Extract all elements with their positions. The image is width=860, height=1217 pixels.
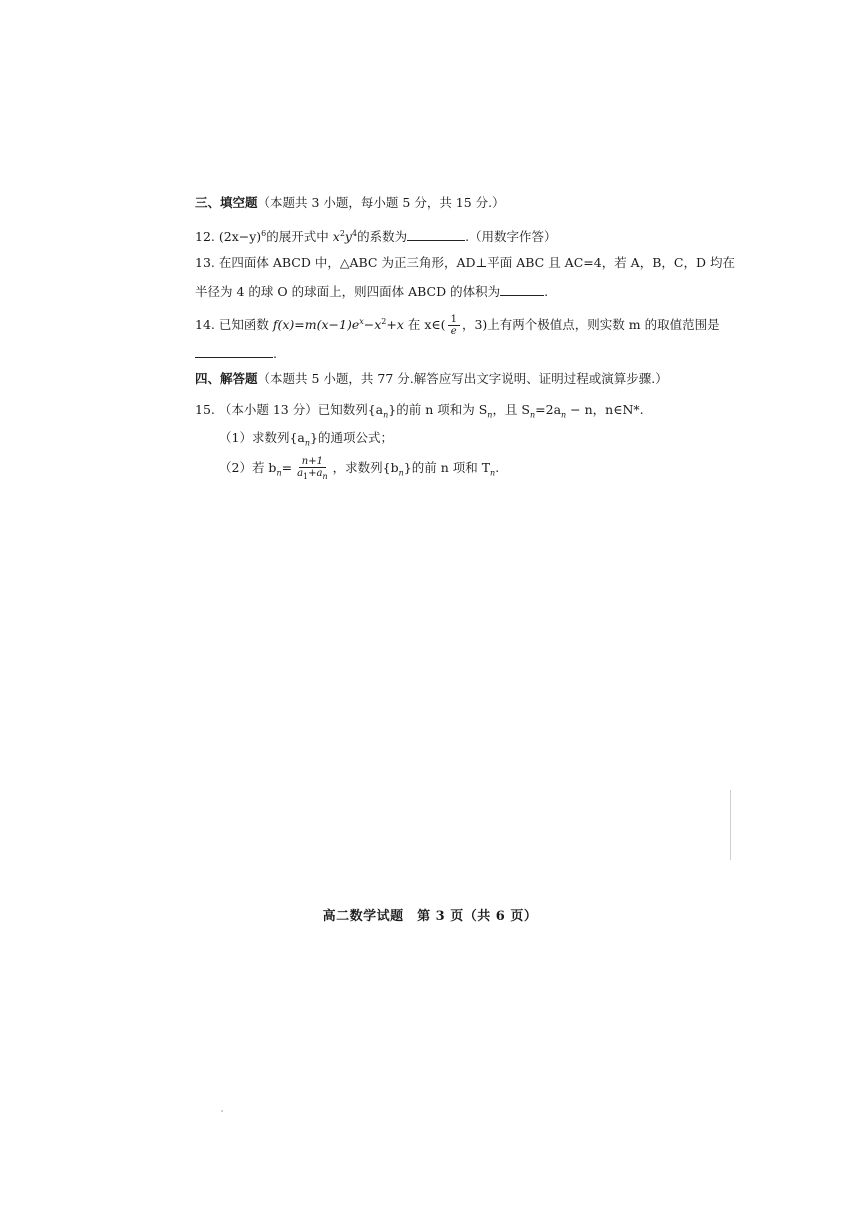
section-4-header — [195, 370, 668, 388]
q15-sub-n-1: n — [383, 410, 389, 420]
question-13-number: 13. — [195, 255, 215, 270]
q12-exponent-6: 6 — [261, 229, 267, 238]
q15-den-a: a — [297, 467, 304, 479]
q15-part2-end: . — [495, 460, 500, 475]
q14-text-b: 在 x∈( — [403, 317, 446, 333]
q14-text-a: 已知函数 — [218, 317, 273, 333]
q15-intro: （本小题 13 分）已知数列{a — [218, 402, 384, 417]
q15-intro-e: − n，n∈N*. — [566, 402, 644, 417]
section-3-note: （本题共 3 小题，每小题 5 分，共 15 分.） — [257, 195, 505, 210]
q15-sub-n-3: n — [530, 410, 536, 420]
q14-fraction — [448, 314, 460, 337]
q12-text-b: 的系数为 — [357, 229, 408, 245]
q15-sub-n-4: n — [561, 410, 567, 420]
answer-blank-13[interactable] — [500, 283, 544, 296]
scan-artifact — [730, 790, 731, 860]
q14-function: f(x)=m(x−1)e — [272, 317, 360, 333]
question-13-line-1 — [195, 254, 735, 272]
question-15-number: 15. — [195, 402, 215, 417]
q12-exponent-2: 2 — [339, 229, 345, 238]
q15-den-sub-n: n — [322, 471, 328, 481]
question-13-line-2 — [195, 283, 548, 301]
q15-part2-text-c: }的前 n 项和 T — [403, 460, 491, 475]
section-3-title: 三、填空题 — [195, 195, 258, 210]
q15-part2-text: （2）若 b — [219, 460, 277, 475]
q12-term-y: y — [344, 229, 352, 245]
answer-blank-12[interactable] — [407, 228, 465, 241]
q15-den-sub-1: 1 — [303, 471, 309, 481]
q14-fraction-numerator: 1 — [448, 314, 460, 326]
q15-intro-d: =2a — [535, 402, 562, 417]
q15-part2-sub-n: n — [276, 468, 282, 478]
q15-fraction-numerator: n+1 — [299, 456, 326, 468]
q15-part2-sub-n-2: n — [398, 468, 404, 478]
question-14-answer-line — [195, 345, 277, 363]
q15-fraction-denominator — [294, 468, 331, 482]
q15-part2-equals: = — [281, 460, 293, 475]
q14-function-c: +x — [386, 317, 404, 333]
question-13-text-2: 半径为 4 的球 O 的球面上，则四面体 ABCD 的体积为 — [195, 284, 501, 299]
q15-part2-text-b: ，求数列{b — [332, 460, 399, 475]
question-14-number: 14. — [195, 317, 215, 333]
q15-part2-sub-n-3: n — [490, 468, 496, 478]
q12-exponent-4: 4 — [351, 229, 358, 238]
question-15 — [195, 401, 644, 425]
question-14 — [195, 313, 720, 337]
question-14-end: . — [273, 346, 277, 361]
question-13-end: . — [544, 284, 549, 299]
q15-part1-sub-n: n — [304, 438, 311, 448]
question-15-part-1 — [219, 429, 393, 453]
answer-blank-14[interactable] — [195, 345, 273, 358]
scan-artifact-dot — [221, 1110, 223, 1112]
q15-fraction — [294, 456, 331, 482]
question-13-text-1: 在四面体 ABCD 中，△ABC 为正三角形，AD⊥平面 ABC 且 AC=4，若 A，B，C，D 均在 — [218, 255, 735, 270]
page-footer: 高二数学试题 第 3 页（共 6 页） — [322, 909, 538, 924]
q14-exponent-x: x — [359, 317, 364, 326]
section-3-header — [195, 194, 505, 212]
q14-function-b: −x — [363, 317, 382, 333]
q14-fraction-denominator: e — [450, 326, 457, 338]
q12-term-x: x — [332, 229, 340, 245]
question-12-number: 12. — [195, 229, 215, 245]
q15-den-b: +a — [308, 467, 323, 479]
q12-text-a: 的展开式中 — [266, 229, 333, 245]
question-12-expression: (2x−y) — [218, 229, 262, 245]
q14-exponent-2: 2 — [381, 317, 387, 326]
q15-part1-text-b: }的通项公式； — [310, 430, 393, 445]
section-4-title: 四、解答题 — [195, 371, 258, 386]
q15-intro-c: ，且 S — [492, 402, 530, 417]
q12-text-c: .（用数字作答） — [465, 229, 557, 245]
q15-sub-n-2: n — [487, 410, 493, 420]
q15-intro-b: }的前 n 项和为 S — [388, 402, 488, 417]
question-15-part-2 — [219, 455, 499, 487]
q14-text-c: ，3)上有两个极值点，则实数 m 的取值范围是 — [461, 317, 720, 333]
question-12 — [195, 225, 557, 246]
section-4-note: （本题共 5 小题，共 77 分.解答应写出文字说明、证明过程或演算步骤.） — [257, 371, 668, 386]
q15-part1-text: （1）求数列{a — [219, 430, 305, 445]
